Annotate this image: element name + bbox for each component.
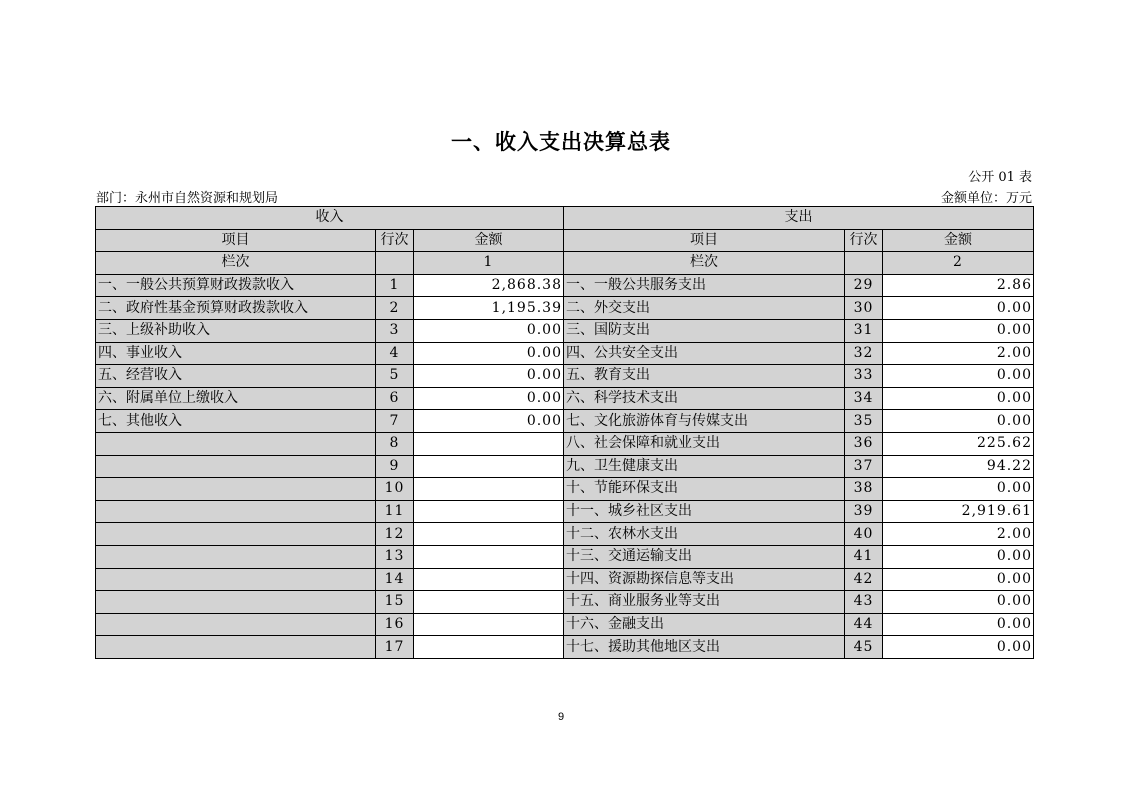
table-row (96, 523, 1034, 546)
expense-rowno-cell: 41 (845, 545, 883, 568)
expense-item-cell: 十二、农林水支出 (564, 523, 845, 546)
income-amount-cell: 2,868.38 (414, 274, 564, 297)
table-row (96, 319, 1034, 342)
expense-rowno-cell: 44 (845, 613, 883, 636)
income-rowno-cell: 6 (376, 387, 414, 410)
expense-rowno-cell: 39 (845, 500, 883, 523)
income-item-header: 项目 (96, 229, 376, 252)
income-amount-cell: 0.00 (414, 342, 564, 365)
income-amount-cell (414, 500, 564, 523)
expense-rowno-cell: 29 (845, 274, 883, 297)
income-item-cell: 六、附属单位上缴收入 (96, 387, 376, 410)
income-item-cell: 五、经营收入 (96, 365, 376, 388)
expense-amount-cell: 2.00 (883, 523, 1034, 546)
expense-rowno-cell: 31 (845, 319, 883, 342)
expense-rowno-cell: 34 (845, 387, 883, 410)
expense-amount-cell: 225.62 (883, 432, 1034, 455)
expense-item-cell: 九、卫生健康支出 (564, 455, 845, 478)
income-rowno-blank (376, 252, 414, 275)
income-rowno-cell: 14 (376, 568, 414, 591)
income-item-cell: 四、事业收入 (96, 342, 376, 365)
table-row (96, 568, 1034, 591)
income-item-cell (96, 432, 376, 455)
expense-item-cell: 十一、城乡社区支出 (564, 500, 845, 523)
expense-rowno-cell: 43 (845, 591, 883, 614)
expense-item-cell: 十六、金融支出 (564, 613, 845, 636)
expense-amount-cell: 0.00 (883, 545, 1034, 568)
income-rowno-cell: 10 (376, 478, 414, 501)
income-item-cell (96, 591, 376, 614)
income-header: 收入 (96, 207, 564, 230)
income-item-cell: 三、上级补助收入 (96, 319, 376, 342)
income-item-cell (96, 500, 376, 523)
income-rowno-cell: 4 (376, 342, 414, 365)
expense-item-cell: 十四、资源勘探信息等支出 (564, 568, 845, 591)
expense-header: 支出 (564, 207, 1034, 230)
income-amount-cell (414, 545, 564, 568)
expense-rowno-cell: 32 (845, 342, 883, 365)
income-rowno-cell: 5 (376, 365, 414, 388)
income-rowno-cell: 3 (376, 319, 414, 342)
expense-rowno-header: 行次 (845, 229, 883, 252)
income-item-cell (96, 568, 376, 591)
expense-column-order-label: 栏次 (564, 252, 845, 275)
income-item-cell (96, 545, 376, 568)
expense-amount-cell: 0.00 (883, 365, 1034, 388)
expense-amount-cell: 2.86 (883, 274, 1034, 297)
form-code: 公开 01 表 (968, 170, 1032, 185)
expense-item-cell: 六、科学技术支出 (564, 387, 845, 410)
income-amount-cell: 0.00 (414, 319, 564, 342)
header-row-columns (96, 229, 1034, 252)
income-amount-cell (414, 432, 564, 455)
income-rowno-cell: 17 (376, 636, 414, 659)
table-row (96, 297, 1034, 320)
income-rowno-cell: 11 (376, 500, 414, 523)
table-row (96, 342, 1034, 365)
expense-item-cell: 五、教育支出 (564, 365, 845, 388)
expense-rowno-cell: 36 (845, 432, 883, 455)
income-rowno-cell: 15 (376, 591, 414, 614)
expense-amount-cell: 2.00 (883, 342, 1034, 365)
income-item-cell (96, 455, 376, 478)
income-amount-cell (414, 613, 564, 636)
income-amount-cell (414, 568, 564, 591)
expense-item-cell: 三、国防支出 (564, 319, 845, 342)
expense-rowno-cell: 40 (845, 523, 883, 546)
income-amount-cell: 1,195.39 (414, 297, 564, 320)
income-item-cell: 一、一般公共预算财政拨款收入 (96, 274, 376, 297)
expense-amount-cell: 0.00 (883, 410, 1034, 433)
income-item-cell: 二、政府性基金预算财政拨款收入 (96, 297, 376, 320)
expense-item-cell: 二、外交支出 (564, 297, 845, 320)
income-amount-cell (414, 591, 564, 614)
expense-amount-cell: 0.00 (883, 613, 1034, 636)
table-row (96, 365, 1034, 388)
income-rowno-cell: 12 (376, 523, 414, 546)
expense-rowno-cell: 42 (845, 568, 883, 591)
expense-amount-cell: 0.00 (883, 319, 1034, 342)
expense-item-cell: 十五、商业服务业等支出 (564, 591, 845, 614)
income-amount-cell (414, 455, 564, 478)
table-row (96, 500, 1034, 523)
table-row (96, 432, 1034, 455)
income-amount-cell: 0.00 (414, 387, 564, 410)
expense-rowno-cell: 30 (845, 297, 883, 320)
income-item-cell (96, 523, 376, 546)
table-row (96, 636, 1034, 659)
expense-amount-cell: 0.00 (883, 636, 1034, 659)
income-amount-cell (414, 636, 564, 659)
income-item-cell (96, 636, 376, 659)
expense-item-cell: 七、文化旅游体育与传媒支出 (564, 410, 845, 433)
income-amount-cell (414, 523, 564, 546)
expense-rowno-cell: 35 (845, 410, 883, 433)
unit-label: 金额单位：万元 (940, 191, 1032, 206)
income-item-cell: 七、其他收入 (96, 410, 376, 433)
income-item-cell (96, 478, 376, 501)
income-column-order-label: 栏次 (96, 252, 376, 275)
expense-amount-cell: 0.00 (883, 387, 1034, 410)
expense-item-cell: 十七、援助其他地区支出 (564, 636, 845, 659)
income-rowno-cell: 9 (376, 455, 414, 478)
expense-item-cell: 四、公共安全支出 (564, 342, 845, 365)
income-expense-table (95, 206, 1034, 659)
table-row (96, 274, 1034, 297)
header-row-section (96, 207, 1034, 230)
income-rowno-cell: 1 (376, 274, 414, 297)
header-row-order (96, 252, 1034, 275)
income-rowno-cell: 8 (376, 432, 414, 455)
income-rowno-cell: 16 (376, 613, 414, 636)
expense-rowno-cell: 37 (845, 455, 883, 478)
expense-amount-cell: 0.00 (883, 591, 1034, 614)
table-row (96, 455, 1034, 478)
expense-rowno-cell: 45 (845, 636, 883, 659)
income-amount-cell: 0.00 (414, 365, 564, 388)
income-rowno-cell: 7 (376, 410, 414, 433)
table-row (96, 613, 1034, 636)
expense-rowno-cell: 33 (845, 365, 883, 388)
expense-amount-cell: 0.00 (883, 297, 1034, 320)
expense-item-cell: 十、节能环保支出 (564, 478, 845, 501)
expense-rowno-blank (845, 252, 883, 275)
expense-amount-header: 金额 (883, 229, 1034, 252)
income-rowno-header: 行次 (376, 229, 414, 252)
page-title: 一、收入支出决算总表 (451, 130, 671, 154)
page-number: 9 (557, 711, 565, 723)
expense-amount-cell: 94.22 (883, 455, 1034, 478)
expense-amount-cell: 2,919.61 (883, 500, 1034, 523)
table-row (96, 478, 1034, 501)
expense-column-number: 2 (883, 252, 1034, 275)
table-row (96, 545, 1034, 568)
expense-rowno-cell: 38 (845, 478, 883, 501)
income-amount-header: 金额 (414, 229, 564, 252)
income-rowno-cell: 13 (376, 545, 414, 568)
income-column-number: 1 (414, 252, 564, 275)
income-amount-cell: 0.00 (414, 410, 564, 433)
expense-item-cell: 十三、交通运输支出 (564, 545, 845, 568)
table-row (96, 387, 1034, 410)
expense-item-cell: 八、社会保障和就业支出 (564, 432, 845, 455)
income-item-cell (96, 613, 376, 636)
department-label: 部门：永州市自然资源和规划局 (96, 191, 279, 206)
income-rowno-cell: 2 (376, 297, 414, 320)
expense-item-header: 项目 (564, 229, 845, 252)
table-row (96, 410, 1034, 433)
expense-item-cell: 一、一般公共服务支出 (564, 274, 845, 297)
expense-amount-cell: 0.00 (883, 478, 1034, 501)
table-row (96, 591, 1034, 614)
expense-amount-cell: 0.00 (883, 568, 1034, 591)
income-amount-cell (414, 478, 564, 501)
